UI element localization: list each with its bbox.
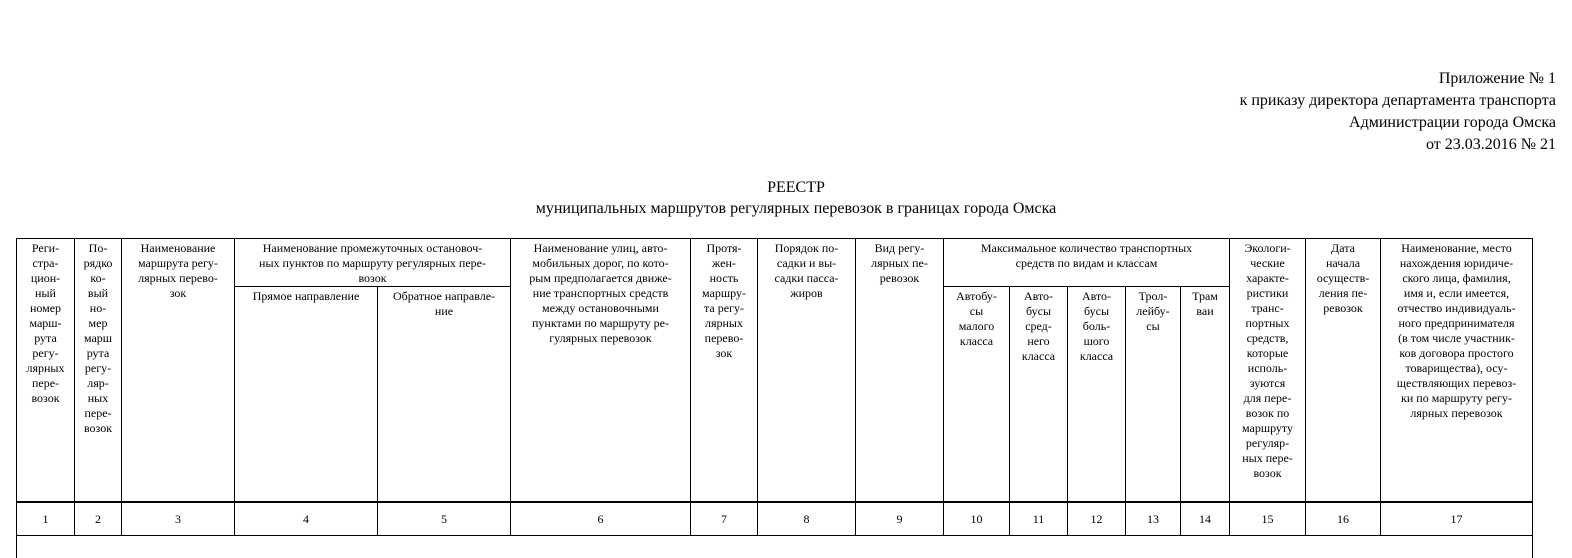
appendix-block [1240, 68, 1556, 156]
appendix-number: Приложение № 1 [1240, 68, 1556, 90]
header-small-buses: Автобу- сы малого класса [944, 287, 1010, 503]
header-reverse-direction: Обратное направле- ние [378, 287, 511, 503]
column-number: 12 [1068, 502, 1126, 536]
header-medium-buses: Авто- бусы сред- него класса [1010, 287, 1068, 503]
header-boarding-order: Порядок по- садки и вы- садки пасса- жиров [758, 239, 856, 503]
column-number: 11 [1010, 502, 1068, 536]
empty-body-cell [17, 536, 1533, 558]
column-number: 4 [235, 502, 378, 536]
appendix-date: от 23.03.2016 № 21 [1240, 134, 1556, 156]
column-number: 10 [944, 502, 1010, 536]
header-route-name: Наименование маршрута регу- лярных перево- зок [122, 239, 235, 503]
header-row-1 [17, 239, 1533, 287]
appendix-administration: Администрации города Омска [1240, 112, 1556, 134]
column-number: 8 [758, 502, 856, 536]
column-number: 1 [17, 502, 75, 536]
header-intermediate-stops: Наименование промежуточных остановоч- ных пунктов по маршруту регулярных пере- возок [235, 239, 511, 287]
column-number: 3 [122, 502, 235, 536]
title-subtitle: муниципальных маршрутов регулярных перевозок в границах города Омска [0, 198, 1572, 219]
registry-table [16, 238, 1533, 558]
header-large-buses: Авто- бусы боль- шого класса [1068, 287, 1126, 503]
column-number-row [17, 502, 1533, 536]
column-number: 13 [1126, 502, 1181, 536]
header-streets: Наименование улиц, авто- мобильных дорог, по кото- рым предполагается движе- ние транспортных средств между остановочными пунктами по маршруту ре- гулярных перевозок [511, 239, 691, 503]
header-carrier: Наименование, место нахождения юридиче- ского лица, фамилия, имя и, если имеется, отчество индивидуаль- ного предпринимателя (в том числе участник- ков договора простого товарищества), осу- ществляющих перевоз- ки по маршруту регу- лярных перевозок [1381, 239, 1533, 503]
header-ecological: Экологи- ческие характе- ристики транс- портных средств, которые исполь- зуются для пере- возок по маршруту регуляр- ных пере- возок [1230, 239, 1306, 503]
header-max-vehicles: Максимальное количество транспортных средств по видам и классам [944, 239, 1230, 287]
column-number: 7 [691, 502, 758, 536]
header-forward-direction: Прямое направление [235, 287, 378, 503]
header-registration-number: Реги- стра- цион- ный номер марш- рута регу- лярных пере- возок [17, 239, 75, 503]
header-trams: Трам ваи [1181, 287, 1230, 503]
column-number: 15 [1230, 502, 1306, 536]
column-number: 17 [1381, 502, 1533, 536]
header-start-date: Дата начала осуществ- ления пе- ревозок [1306, 239, 1381, 503]
column-number: 6 [511, 502, 691, 536]
title-registry: РЕЕСТР [0, 177, 1572, 198]
header-trolleybuses: Трол- лейбу- сы [1126, 287, 1181, 503]
column-number: 16 [1306, 502, 1381, 536]
header-route-length: Протя- жен- ность маршру- та регу- лярных перево- зок [691, 239, 758, 503]
column-number: 14 [1181, 502, 1230, 536]
header-transport-type: Вид регу- лярных пе- ревозок [856, 239, 944, 503]
column-number: 9 [856, 502, 944, 536]
header-sequence-number: По- рядко ко- вый но- мер марш рута регу- ляр- ных пере- возок [75, 239, 122, 503]
column-number: 2 [75, 502, 122, 536]
document-title [0, 177, 1572, 219]
column-number: 5 [378, 502, 511, 536]
appendix-order: к приказу директора департамента транспорта [1240, 90, 1556, 112]
table-row-empty [17, 536, 1533, 558]
